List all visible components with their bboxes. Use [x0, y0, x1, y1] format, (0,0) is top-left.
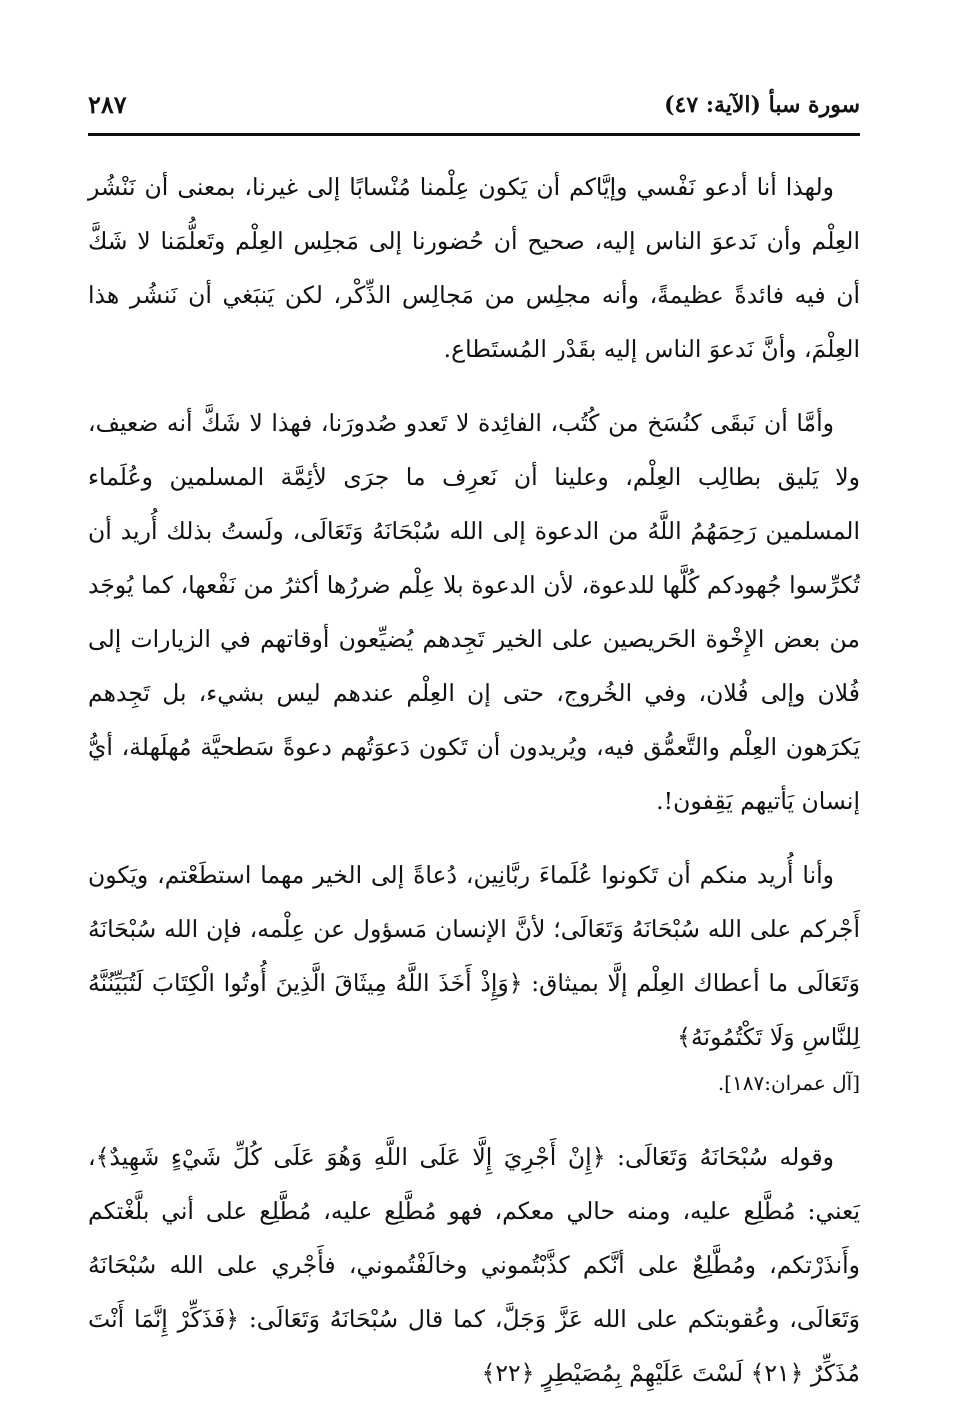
page-header [88, 88, 860, 128]
paragraph-2: وأمَّا أن نَبقَى كنُسَخ من كُتُب، الفائِدة لا تَعدو صُدورَنا، فهذا لا شَكَّ أنه ضعيف، ولا يَليق بطالِب العِلْم، وعلينا أن نَعرِف ما جرَى لأئِمَّة المسلمين وعُلَماء المسلمين رَحِمَهُمُ اللَّهُ من الدعوة إلى الله سُبْحَانَهُ وَتَعَالَى، ولَستُ بذلك أُريد أن تُكرِّسوا جُهودكم كُلَّها للدعوة، لأن الدعوة بلا عِلْم ضررُها أكثرُ من نَفْعها، كما يُوجَد من بعض الإِخْوة الحَريصين على الخير تَجِدهم يُضيِّعون أوقاتهم في الزيارات إلى فُلان وإلى فُلان، وفي الخُروج، حتى إن العِلْم عندهم ليس بشيء، بل تَجِدهم يَكرَهون العِلْم والتَّعمُّق فيه، ويُريدون أن تَكون دَعوَتُهم دعوةً سَطحيَّة مُهلَهلة، أيُّ إنسان يَأتيهم يَقِفون!. [88, 409, 860, 815]
paragraph-1: ولهذا أنا أدعو نَفْسي وإيَّاكم أن يَكون عِلْمنا مُنْسابًا إلى غيرنا، بمعنى أن نَنْشُر العِلْم وأن نَدعوَ الناس إليه، صحيح أن حُضورنا إلى مَجلِس العِلْم وتَعلُّمَنا لا شَكَّ أن فيه فائدةً عظيمةً، وأنه مجلِس من مَجالِس الذِّكْر، لكن يَنبَغي أن نَنشُر هذا العِلْمَ، وأنَّ نَدعوَ الناس إليه بقَدْر المُستَطاع. [88, 173, 860, 363]
page-body [88, 160, 860, 1420]
header-divider [88, 133, 860, 136]
paragraph-4: وقوله سُبْحَانَهُ وَتَعَالَى: ﴿إِنْ أَجْرِيَ إِلَّا عَلَى اللَّهِ وَهُوَ عَلَى كُلِّ شَيْءٍ شَهِيدٌ﴾، يَعني: مُطَّلِع عليه، ومنه حالي معكم، فهو مُطَّلِع عليه، مُطَّلِع على أني بلَّغْتكم وأَنذَرْتكم، ومُطَّلِعٌ على أنَّكم كذَّبْتُموني وخالَفْتُموني، فأَجْري على الله سُبْحَانَهُ وَتَعَالَى، وعُقوبتكم على الله عَزَّ وَجَلَّ، كما قال سُبْحَانَهُ وَتَعَالَى: ﴿فَذَكِّرْ إِنَّمَا أَنْتَ مُذَكِّرٌ ﴿٢١﴾ لَسْتَ عَلَيْهِمْ بِمُصَيْطِرٍ ﴿٢٢﴾ [88, 1143, 860, 1387]
verse-reference: [آل عمران:١٨٧]. [717, 1071, 860, 1095]
page-number: ٢٨٧ [88, 90, 127, 119]
paragraph-3: وأنا أُريد منكم أن تَكونوا عُلَماءَ ربَّانِين، دُعاةً إلى الخير مهما استطَعْتم، ويَكون أَجْركم على الله سُبْحَانَهُ وَتَعَالَى؛ لأنَّ الإنسان مَسؤول عن عِلْمه، فإن الله سُبْحَانَهُ وَتَعَالَى ما أعطاك العِلْم إلَّا بميثاق: ﴿وَإِذْ أَخَذَ اللَّهُ مِيثَاقَ الَّذِينَ أُوتُوا الْكِتَابَ لَتُبَيِّنُنَّهُ لِلنَّاسِ وَلَا تَكْتُمُونَهُ﴾ [88, 861, 860, 1051]
running-title: سورة سبأ (الآية: ٤٧) [664, 92, 860, 118]
